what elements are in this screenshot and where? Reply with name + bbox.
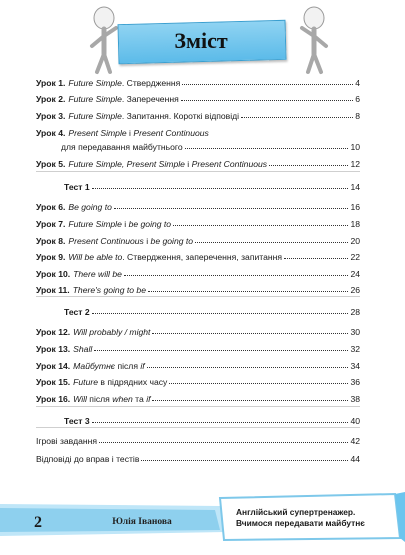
toc-title-italic-part: Future Simple [68, 94, 122, 104]
toc-lesson-row [36, 139, 360, 152]
toc-lesson-row [36, 216, 360, 229]
toc-title-italic-part: Be going to [68, 202, 112, 212]
toc-title-italic-part: if [146, 394, 151, 404]
toc-lesson-number: Урок 4. [36, 128, 66, 138]
toc-dot-leader [284, 258, 348, 259]
toc-lesson-title [73, 344, 92, 354]
toc-lesson-row [36, 341, 360, 354]
toc-extra-row [36, 433, 360, 446]
toc-title-italic-part: Future Simple [68, 78, 122, 88]
toc-lesson-row [36, 199, 360, 212]
toc-title-italic-part: Future Simple [68, 219, 122, 229]
toc-lesson-number: Урок 12. [36, 327, 71, 337]
toc-page-number: 6 [355, 94, 360, 104]
toc-page-number: 16 [350, 202, 360, 212]
toc-extra-row [36, 451, 360, 464]
toc-lesson-number: Урок 11. [36, 285, 70, 295]
toc-title-italic-part: Present Simple [68, 128, 127, 138]
toc-lesson-row [36, 75, 360, 88]
toc-dot-leader [147, 367, 349, 368]
toc-dot-leader [141, 460, 348, 461]
toc-lesson-number: Урок 3. [36, 111, 66, 121]
toc-page-number: 8 [355, 111, 360, 121]
toc-dot-leader [169, 383, 348, 384]
toc-lesson-number: Урок 10. [36, 269, 71, 279]
toc-test-row [36, 304, 360, 317]
toc-title-italic-part: Present Continuous [133, 128, 209, 138]
section-divider [36, 406, 360, 407]
toc-title-italic-part: Future Simple, Present Simple [68, 159, 185, 169]
toc-page-number: 4 [355, 78, 360, 88]
toc-title-part: . Ствердження, заперечення, запитання [122, 252, 283, 262]
toc-page-number: 10 [350, 142, 360, 152]
section-divider [36, 171, 360, 172]
toc-lesson-row [36, 358, 360, 371]
toc-page-number: 22 [350, 252, 360, 262]
toc-lesson-number: Урок 5. [36, 159, 66, 169]
toc-title-part: і [126, 128, 134, 138]
toc-dot-leader [182, 84, 353, 85]
toc-lesson-number: Урок 1. [36, 78, 66, 88]
toc-title-part: . Ствердження [121, 78, 181, 88]
section-divider [36, 427, 360, 428]
toc-title-part: і [121, 219, 129, 229]
toc-lesson-title [68, 219, 171, 229]
toc-lesson-number: Урок 7. [36, 219, 66, 229]
toc-page-number: 24 [350, 269, 360, 279]
toc-lesson-row [36, 391, 360, 404]
toc-dot-leader [241, 117, 353, 118]
toc-lesson-title [73, 285, 146, 295]
toc-test-row [36, 179, 360, 192]
toc-page-number: 44 [350, 454, 360, 464]
toc-test-label: Тест 2 [64, 307, 90, 317]
toc-title-italic-part: Future [73, 377, 98, 387]
toc-dot-leader [99, 442, 348, 443]
toc-dot-leader [124, 275, 349, 276]
toc-title-italic-part: Will [73, 394, 87, 404]
toc-title-italic-part: Future Simple [68, 111, 122, 121]
toc-page-number: 20 [350, 236, 360, 246]
toc-lesson-row [36, 249, 360, 262]
toc-title-part: і [143, 236, 151, 246]
toc-page-number: 28 [350, 307, 360, 317]
toc-extra-label: Ігрові завдання [36, 436, 98, 446]
toc-lesson-number: Урок 8. [36, 236, 66, 246]
toc-title-italic-part: Present Continuous [191, 159, 268, 169]
toc-lesson-row [36, 282, 360, 295]
toc-lesson-title [73, 394, 150, 404]
toc-title-part: після [86, 394, 113, 404]
toc-lesson-row [36, 125, 360, 138]
toc-title-italic-part: Present Continuous [68, 236, 144, 246]
toc-title-part: в підрядних часу [98, 377, 168, 387]
toc-title-italic-part: when [112, 394, 133, 404]
toc-page-number: 34 [350, 361, 360, 371]
toc-extra-label: Відповіді до вправ і тестів [36, 454, 140, 464]
toc-title-italic-part: Will be able to [68, 252, 123, 262]
toc-dot-leader [195, 242, 348, 243]
toc-lesson-number: Урок 15. [36, 377, 71, 387]
toc-lesson-row [36, 91, 360, 104]
toc-title-part: після [115, 361, 141, 371]
toc-lesson-title [68, 128, 208, 138]
toc-title-part: та [132, 394, 147, 404]
toc-lesson-row [36, 233, 360, 246]
toc-dot-leader [152, 333, 348, 334]
toc-lesson-row [36, 156, 360, 169]
toc-dot-leader [92, 313, 349, 314]
toc-test-row [36, 413, 360, 426]
toc-lesson-title [73, 361, 145, 371]
toc-dot-leader [173, 225, 348, 226]
toc-lesson-number: Урок 14. [36, 361, 71, 371]
toc-lesson-row [36, 324, 360, 337]
toc-lesson-title [73, 269, 122, 279]
toc-dot-leader [94, 350, 348, 351]
toc-dot-leader [181, 100, 353, 101]
toc-dot-leader [114, 208, 349, 209]
author-name: Юлія Іванова [112, 517, 172, 527]
toc-dot-leader [152, 400, 348, 401]
toc-page-number: 14 [350, 182, 360, 192]
toc-test-label: Тест 3 [64, 416, 90, 426]
toc-title-italic-part: Майбутнє [73, 361, 116, 371]
toc-title-italic-part: There's going to be [72, 285, 146, 295]
toc-dot-leader [92, 422, 349, 423]
toc-lesson-title [68, 78, 180, 88]
toc-lesson-title [68, 159, 267, 169]
toc-page-number: 12 [350, 159, 360, 169]
toc-lesson-title [68, 94, 178, 104]
toc-lesson-title [68, 252, 282, 262]
toc-lesson-number: Урок 2. [36, 94, 66, 104]
book-title [236, 507, 384, 528]
toc-lesson-title [68, 236, 193, 246]
toc-dot-leader [148, 291, 348, 292]
toc-page-number: 40 [350, 416, 360, 426]
toc-lesson-title [73, 377, 167, 387]
toc-lesson-title [68, 202, 111, 212]
book-title-line1: Англійський супертренажер. [236, 507, 356, 517]
book-title-line2: Вчимося передавати майбутнє [236, 517, 365, 528]
page-title: Зміст [174, 28, 228, 53]
toc-page-number: 18 [350, 219, 360, 229]
toc-lesson-number: Урок 9. [36, 252, 66, 262]
toc-title-part: для передавання майбутнього [61, 142, 183, 152]
toc-lesson-row [36, 374, 360, 387]
toc-lesson-number: Урок 13. [36, 344, 71, 354]
toc-page-number: 30 [350, 327, 360, 337]
toc-test-label: Тест 1 [64, 182, 90, 192]
toc-title-italic-part: Shall [73, 344, 93, 354]
toc-lesson-title [73, 327, 150, 337]
toc-title-italic-part: Will probably / might [73, 327, 151, 337]
toc-title-italic-part: if [140, 361, 145, 371]
toc-title-part: . Заперечення [121, 94, 179, 104]
toc-page-number: 26 [350, 285, 360, 295]
toc-page-number: 32 [350, 344, 360, 354]
toc-title-part: . Запитання. Короткі відповіді [121, 111, 240, 121]
toc-title-italic-part: There will be [73, 269, 122, 279]
toc-lesson-title [36, 142, 183, 152]
toc-title-italic-part: be going to [128, 219, 172, 229]
toc-page-number: 42 [350, 436, 360, 446]
toc-dot-leader [269, 165, 348, 166]
toc-dot-leader [92, 188, 349, 189]
toc-title-italic-part: be going to [150, 236, 194, 246]
section-divider [36, 296, 360, 297]
toc-lesson-number: Урок 6. [36, 202, 66, 212]
toc-lesson-number: Урок 16. [36, 394, 71, 404]
toc-page-number: 36 [350, 377, 360, 387]
page-number: 2 [34, 514, 42, 531]
toc-dot-leader [185, 148, 349, 149]
toc-lesson-row [36, 266, 360, 279]
toc-lesson-row [36, 108, 360, 121]
stick-figure-right-icon [294, 6, 334, 76]
toc-page-number: 38 [350, 394, 360, 404]
toc-title-part: і [184, 159, 192, 169]
toc-lesson-title [68, 111, 239, 121]
